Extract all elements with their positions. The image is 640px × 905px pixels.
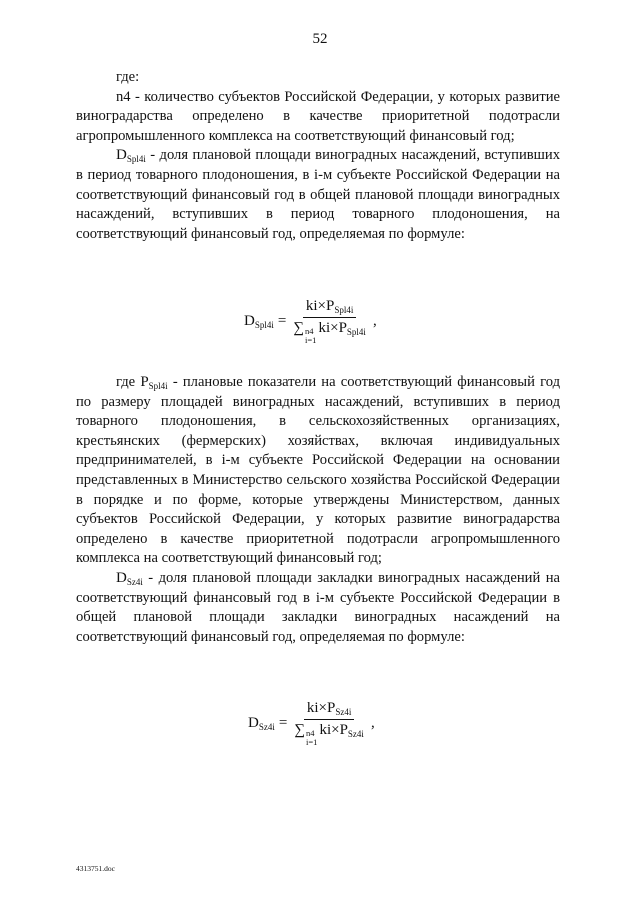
formula1-den-p-subscript: Spl4i — [346, 327, 366, 337]
p-spl4i-subscript: Spl4i — [148, 381, 168, 391]
formula1-equals: = — [277, 312, 287, 329]
formula2-num-times: × — [318, 700, 328, 716]
formula-d-sz4i — [248, 700, 375, 746]
formula2-lhs-symbol: D — [248, 714, 259, 731]
formula-d-spl4i — [244, 298, 377, 344]
formula1-sum-lower: i=1 — [305, 334, 317, 345]
footer-filename: 4313751.doc — [76, 864, 115, 873]
formula1-den-p: P — [338, 320, 347, 336]
where-label: где: — [116, 69, 140, 85]
formula1-comma: , — [372, 312, 377, 329]
formula1-num-p-subscript: Spl4i — [334, 305, 354, 315]
d-spl4i-definition-text: - доля плановой площади виноградных насаждений, вступивших в период товарного плодоношения, в i-м субъекте Российской Федерации на соответствующий финансовый год в общей плановой площади виноградных насаждений, вступивших в период товарного плодоношения, на соответствующий финансовый год, определяемая по формуле: — [76, 147, 560, 242]
formula2-den-p: P — [339, 722, 348, 738]
formula2-sum-sign: ∑ — [294, 722, 306, 738]
formula2-equals: = — [278, 714, 288, 731]
formula1-sum-upper: n4 — [305, 326, 314, 336]
formula2-sum-lower: i=1 — [306, 736, 318, 747]
formula1-num-ki: ki — [305, 298, 318, 314]
definitions-block-2 — [76, 373, 560, 647]
formula1-numerator — [303, 298, 357, 318]
formula1-fraction — [290, 298, 369, 344]
d-spl4i-subscript: Spl4i — [126, 154, 146, 165]
formula1-lhs-symbol: D — [244, 312, 255, 329]
formula2-num-p-subscript: Sz4i — [335, 707, 352, 717]
formula2-num-ki: ki — [306, 700, 319, 716]
definitions-block-1 — [76, 68, 560, 244]
d-spl4i-definition — [76, 146, 560, 244]
formula2-lhs — [248, 715, 275, 732]
formula1-num-times: × — [317, 298, 327, 314]
p-spl4i-symbol: P — [140, 374, 149, 390]
where-prefix: где — [116, 374, 141, 390]
n4-definition: n4 - количество субъектов Российской Федерации, у которых развитие виноградарства определено в качестве приоритетной подотрасли агропромышленного комплекса на соответствующий финансовый год; — [76, 88, 560, 144]
d-sz4i-definition — [76, 569, 560, 647]
formula1-den-times: × — [330, 320, 339, 336]
formula1-denominator — [290, 318, 369, 344]
formula1-lhs-subscript: Spl4i — [254, 319, 274, 330]
d-spl4i-symbol: D — [116, 147, 127, 164]
formula2-fraction — [291, 700, 367, 746]
formula1-sum-limits — [305, 327, 316, 344]
formula2-numerator — [304, 700, 355, 720]
d-sz4i-subscript: Sz4i — [126, 576, 143, 587]
formula2-denominator — [291, 720, 367, 746]
formula1-den-ki: ki — [318, 320, 331, 336]
formula2-comma: , — [370, 714, 375, 731]
page-number: 52 — [312, 31, 328, 47]
formula2-den-p-subscript: Sz4i — [347, 729, 364, 739]
formula1-lhs — [244, 313, 274, 330]
d-sz4i-symbol: D — [116, 569, 127, 586]
formula2-den-ki: ki — [319, 722, 332, 738]
formula2-lhs-subscript: Sz4i — [258, 721, 275, 732]
formula2-sum-upper: n4 — [306, 728, 315, 738]
p-spl4i-definition-text: - плановые показатели на соответствующий финансовый год по размеру площадей виноградных насаждений, вступивших в период товарного плодоношения, в сельскохозяйственных организациях, крестьянских (фермерских) хозяйствах, включая индивидуальных предпринимателей, в i-м субъекте Российской Федерации на основании представленных в Министерство сельского хозяйства Российской Федерации в порядке и по форме, которые утверждены Министерством, данных субъектов Российской Федерации, у которых развитие виноградарства определено в качестве приоритетной подотрасли агропромышленного комплекса на соответствующий финансовый год; — [76, 374, 560, 567]
p-spl4i-definition — [76, 373, 560, 569]
formula1-num-p: P — [326, 298, 335, 314]
formula1-sum-sign: ∑ — [293, 320, 305, 336]
formula2-sum-limits — [306, 729, 317, 746]
formula2-den-times: × — [331, 722, 340, 738]
formula2-num-p: P — [327, 700, 336, 716]
d-sz4i-definition-text: - доля плановой площади закладки виноградных насаждений на соответствующий финансовый год в i-м субъекте Российской Федерации в общей плановой площади закладки виноградных насаждений на соответствующий финансовый год, определяемая по формуле: — [76, 569, 560, 645]
